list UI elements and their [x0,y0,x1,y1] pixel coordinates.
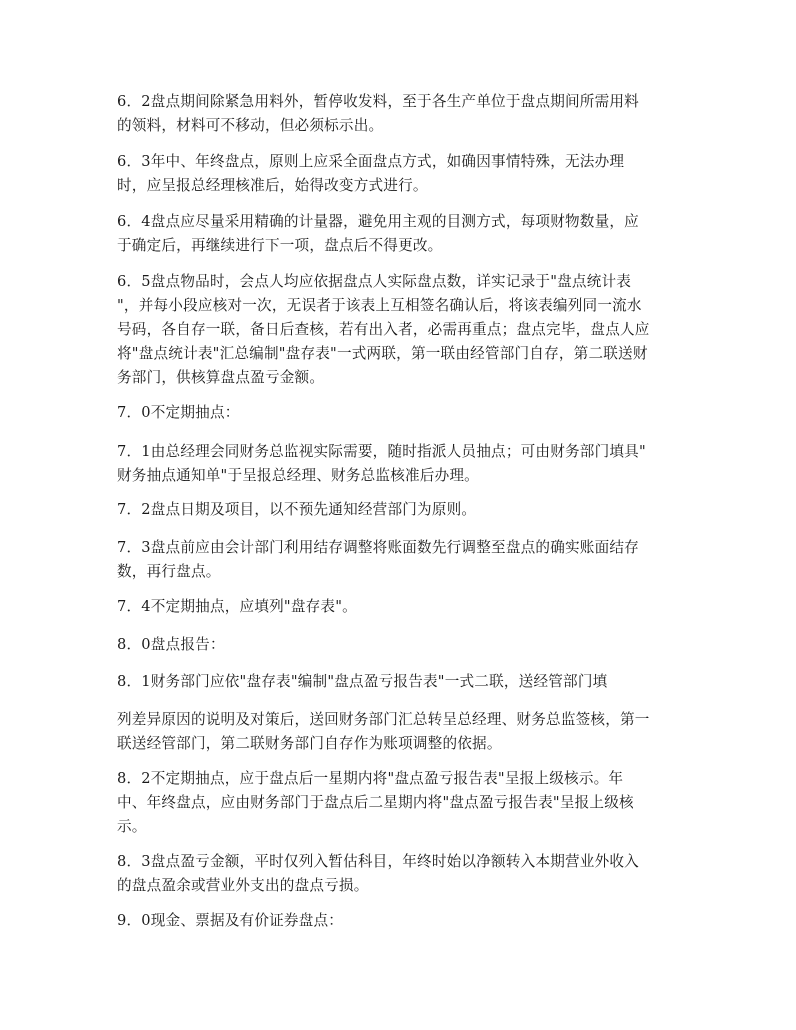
text-line: 8．2不定期抽点，应于盘点后一星期内将"盘点盈亏报告表"呈报上级核示。年 [117,770,624,787]
text-line: 时，应呈报总经理核准后，始得改变方式进行。 [117,177,428,194]
paragraph-8-1-continued [117,708,687,756]
text-line: 列差异原因的说明及对策后，送回财务部门汇总转呈总经理、财务总监签核，第一 [117,711,650,728]
text-line: 数，再行盘点。 [117,563,221,580]
paragraph-7-4 [117,595,687,619]
paragraph-8-1 [117,670,687,694]
text-line: 中、年终盘点，应由财务部门于盘点后二星期内将"盘点盈亏报告表"呈报上级核 [117,794,634,811]
paragraph-7-2 [117,498,687,522]
text-line: 号码，各自存一联，备日后查核，若有出入者，必需再重点；盘点完毕，盘点人应 [117,321,650,338]
text-line: 于确定后，再继续进行下一项，盘点后不得更改。 [117,237,443,254]
heading-7-0 [117,401,687,425]
text-line: 7．4不定期抽点，应填列"盘存表"。 [117,598,357,615]
text-line: 6．4盘点应尽量采用精确的计量器，避免用主观的目测方式，每项财物数量，应 [117,213,639,230]
text-line: 示。 [117,818,147,835]
text-line: "，并每小段应核对一次，无误者于该表上互相签名确认后，将该表编列同一流水 [117,297,642,314]
text-line: 的盘点盈余或营业外支出的盘点亏损。 [117,877,369,894]
text-line: 联送经管部门，第二联财务部门自存作为账项调整的依据。 [117,735,502,752]
paragraph-6-2 [117,90,687,138]
text-line: 7．2盘点日期及项目，以不预先通知经营部门为原则。 [117,501,477,518]
text-line: 的领料，材料可不移动，但必须标示出。 [117,117,384,134]
paragraph-7-1 [117,440,687,488]
paragraph-6-3 [117,150,687,198]
text-line: 6．2盘点期间除紧急用料外，暂停收发料，至于各生产单位于盘点期间所需用料 [117,93,639,110]
text-line: 8．3盘点盈亏金额，平时仅列入暂估科目，年终时始以净额转入本期营业外收入 [117,853,639,870]
text-line: 6．3年中、年终盘点，原则上应采全面盘点方式，如确因事情特殊，无法办理 [117,153,625,170]
text-line: 8．1财务部门应依"盘存表"编制"盘点盈亏报告表"一式二联，送经管部门填 [117,673,608,690]
paragraph-7-3 [117,536,687,584]
paragraph-8-3 [117,850,687,898]
text-line: 6．5盘点物品时，会点人均应依据盘点人实际盘点数，详实记录于"盘点统计表 [117,273,632,290]
text-line: 7．1由总经理会同财务总监视实际需要，随时指派人员抽点；可由财务部门填具" [117,443,646,460]
text-line: 7．0不定期抽点： [117,404,240,421]
text-line: 务部门，供核算盘点盈亏金额。 [117,369,325,386]
text-line: 9．0现金、票据及有价证券盘点： [117,912,344,929]
paragraph-6-4 [117,210,687,258]
paragraph-6-5 [117,270,687,390]
text-line: 7．3盘点前应由会计部门利用结存调整将账面数先行调整至盘点的确实账面结存 [117,539,639,556]
text-line: 财务抽点通知单"于呈报总经理、财务总监核准后办理。 [117,467,479,484]
text-line: 将"盘点统计表"汇总编制"盘存表"一式两联，第一联由经管部门自存，第二联送财 [117,345,648,362]
paragraph-8-2 [117,767,687,839]
heading-9-0 [117,909,687,933]
heading-8-0 [117,633,687,657]
text-line: 8．0盘点报告： [117,636,225,653]
